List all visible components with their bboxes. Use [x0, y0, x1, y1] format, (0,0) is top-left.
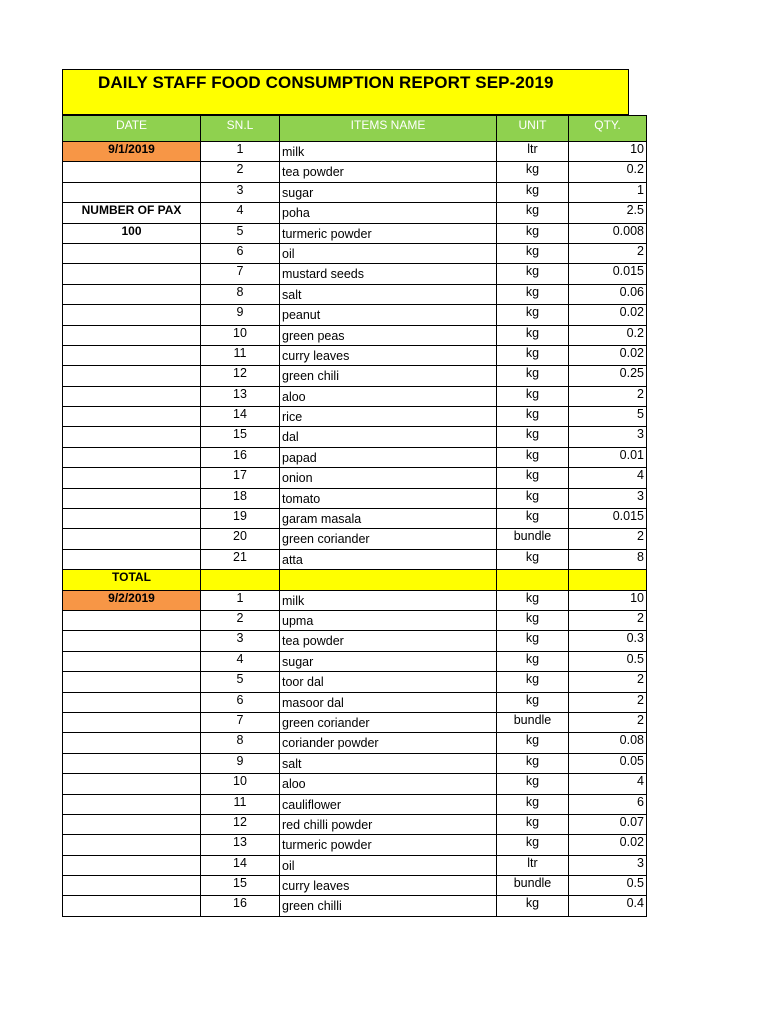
item-quantity: 0.07 [569, 814, 647, 834]
item-name: peanut [280, 305, 497, 325]
serial-number: 15 [201, 427, 280, 447]
item-name: tomato [280, 488, 497, 508]
item-unit: kg [497, 468, 569, 488]
item-quantity: 3 [569, 488, 647, 508]
pax-value: 100 [63, 223, 201, 243]
header-unit: UNIT [497, 116, 569, 142]
date-cell [63, 774, 201, 794]
serial-number: 9 [201, 305, 280, 325]
table-row [63, 407, 647, 427]
item-name: milk [280, 142, 497, 162]
item-unit: kg [497, 774, 569, 794]
item-name: turmeric powder [280, 223, 497, 243]
date-cell [63, 264, 201, 284]
date-cell [63, 366, 201, 386]
date-cell [63, 631, 201, 651]
item-name: curry leaves [280, 876, 497, 896]
serial-number: 11 [201, 345, 280, 365]
date-cell [63, 345, 201, 365]
item-name: salt [280, 284, 497, 304]
item-quantity: 0.3 [569, 631, 647, 651]
date-cell [63, 651, 201, 671]
date-cell [63, 712, 201, 732]
report-title: DAILY STAFF FOOD CONSUMPTION REPORT SEP-2019 [98, 73, 554, 92]
item-quantity: 10 [569, 590, 647, 610]
item-quantity: 0.25 [569, 366, 647, 386]
item-quantity: 2.5 [569, 203, 647, 223]
item-quantity: 2 [569, 672, 647, 692]
serial-number: 4 [201, 203, 280, 223]
date-cell [63, 876, 201, 896]
item-unit: kg [497, 284, 569, 304]
consumption-table [62, 115, 647, 917]
serial-number: 1 [201, 590, 280, 610]
serial-number: 6 [201, 243, 280, 263]
item-quantity: 0.2 [569, 162, 647, 182]
item-name: atta [280, 549, 497, 569]
table-row [63, 223, 647, 243]
item-quantity: 0.08 [569, 733, 647, 753]
item-quantity: 10 [569, 142, 647, 162]
item-name: oil [280, 855, 497, 875]
table-row [63, 590, 647, 610]
date-cell [63, 325, 201, 345]
item-name: aloo [280, 774, 497, 794]
item-unit: kg [497, 366, 569, 386]
date-cell [63, 407, 201, 427]
item-quantity: 0.015 [569, 509, 647, 529]
serial-number: 3 [201, 182, 280, 202]
item-quantity: 6 [569, 794, 647, 814]
serial-number: 3 [201, 631, 280, 651]
item-unit: bundle [497, 876, 569, 896]
item-unit: kg [497, 651, 569, 671]
serial-number: 7 [201, 712, 280, 732]
table-row [63, 203, 647, 223]
report-title-bar [62, 69, 629, 115]
item-unit: kg [497, 896, 569, 916]
serial-number: 5 [201, 672, 280, 692]
serial-number: 12 [201, 366, 280, 386]
item-quantity: 2 [569, 712, 647, 732]
date-cell [63, 182, 201, 202]
date-badge: 9/2/2019 [63, 590, 201, 610]
item-unit: kg [497, 427, 569, 447]
pax-label: NUMBER OF PAX [63, 203, 201, 223]
total-cell [497, 570, 569, 590]
item-name: green coriander [280, 529, 497, 549]
item-unit: kg [497, 243, 569, 263]
table-row [63, 468, 647, 488]
item-unit: kg [497, 264, 569, 284]
item-quantity: 8 [569, 549, 647, 569]
table-row [63, 386, 647, 406]
serial-number: 2 [201, 162, 280, 182]
date-cell [63, 468, 201, 488]
date-cell [63, 529, 201, 549]
serial-number: 2 [201, 610, 280, 630]
date-cell [63, 162, 201, 182]
item-name: rice [280, 407, 497, 427]
item-unit: kg [497, 182, 569, 202]
header-date: DATE [63, 116, 201, 142]
serial-number: 13 [201, 835, 280, 855]
item-name: tea powder [280, 631, 497, 651]
serial-number: 21 [201, 549, 280, 569]
total-cell [569, 570, 647, 590]
serial-number: 10 [201, 325, 280, 345]
table-row [63, 509, 647, 529]
table-row [63, 243, 647, 263]
serial-number: 13 [201, 386, 280, 406]
date-cell [63, 794, 201, 814]
item-name: curry leaves [280, 345, 497, 365]
serial-number: 4 [201, 651, 280, 671]
item-unit: bundle [497, 712, 569, 732]
item-name: masoor dal [280, 692, 497, 712]
table-row [63, 284, 647, 304]
serial-number: 11 [201, 794, 280, 814]
item-name: oil [280, 243, 497, 263]
item-unit: kg [497, 162, 569, 182]
table-row [63, 142, 647, 162]
date-badge: 9/1/2019 [63, 142, 201, 162]
table-row [63, 651, 647, 671]
serial-number: 9 [201, 753, 280, 773]
date-cell [63, 753, 201, 773]
item-quantity: 2 [569, 243, 647, 263]
item-name: green peas [280, 325, 497, 345]
item-unit: kg [497, 345, 569, 365]
item-name: green chili [280, 366, 497, 386]
item-quantity: 0.5 [569, 876, 647, 896]
item-quantity: 0.05 [569, 753, 647, 773]
item-unit: kg [497, 692, 569, 712]
item-quantity: 0.015 [569, 264, 647, 284]
date-cell [63, 386, 201, 406]
table-row [63, 162, 647, 182]
table-row [63, 712, 647, 732]
item-quantity: 3 [569, 427, 647, 447]
header-item: ITEMS NAME [280, 116, 497, 142]
item-quantity: 1 [569, 182, 647, 202]
serial-number: 5 [201, 223, 280, 243]
item-unit: kg [497, 549, 569, 569]
item-quantity: 4 [569, 468, 647, 488]
item-name: onion [280, 468, 497, 488]
item-unit: kg [497, 631, 569, 651]
date-cell [63, 835, 201, 855]
item-unit: kg [497, 672, 569, 692]
table-row [63, 814, 647, 834]
item-name: sugar [280, 182, 497, 202]
item-unit: ltr [497, 855, 569, 875]
table-row [63, 672, 647, 692]
item-quantity: 0.02 [569, 835, 647, 855]
item-quantity: 0.02 [569, 305, 647, 325]
table-row [63, 835, 647, 855]
item-unit: kg [497, 733, 569, 753]
table-row [63, 692, 647, 712]
item-name: mustard seeds [280, 264, 497, 284]
serial-number: 19 [201, 509, 280, 529]
item-name: green chilli [280, 896, 497, 916]
table-row [63, 529, 647, 549]
header-qty: QTY. [569, 116, 647, 142]
date-cell [63, 447, 201, 467]
date-cell [63, 610, 201, 630]
date-cell [63, 896, 201, 916]
table-row [63, 427, 647, 447]
table-row [63, 753, 647, 773]
item-unit: kg [497, 814, 569, 834]
item-unit: kg [497, 407, 569, 427]
serial-number: 14 [201, 407, 280, 427]
item-name: aloo [280, 386, 497, 406]
serial-number: 10 [201, 774, 280, 794]
table-row [63, 345, 647, 365]
item-quantity: 2 [569, 610, 647, 630]
table-row [63, 447, 647, 467]
date-cell [63, 284, 201, 304]
item-name: poha [280, 203, 497, 223]
report-sheet [62, 69, 644, 917]
table-row [63, 488, 647, 508]
item-quantity: 0.02 [569, 345, 647, 365]
item-quantity: 0.5 [569, 651, 647, 671]
item-unit: kg [497, 794, 569, 814]
serial-number: 7 [201, 264, 280, 284]
item-name: papad [280, 447, 497, 467]
item-name: red chilli powder [280, 814, 497, 834]
item-name: salt [280, 753, 497, 773]
table-row [63, 182, 647, 202]
item-quantity: 0.008 [569, 223, 647, 243]
item-unit: kg [497, 325, 569, 345]
table-row [63, 896, 647, 916]
table-row [63, 264, 647, 284]
item-quantity: 2 [569, 692, 647, 712]
item-unit: kg [497, 386, 569, 406]
serial-number: 1 [201, 142, 280, 162]
serial-number: 18 [201, 488, 280, 508]
item-unit: kg [497, 203, 569, 223]
header-sn: SN.L [201, 116, 280, 142]
item-name: garam masala [280, 509, 497, 529]
item-name: coriander powder [280, 733, 497, 753]
header-row [63, 116, 647, 142]
item-unit: kg [497, 753, 569, 773]
item-name: dal [280, 427, 497, 447]
item-unit: kg [497, 610, 569, 630]
item-unit: kg [497, 509, 569, 529]
date-cell [63, 692, 201, 712]
date-cell [63, 814, 201, 834]
serial-number: 8 [201, 733, 280, 753]
table-row [63, 774, 647, 794]
total-cell [280, 570, 497, 590]
table-row [63, 631, 647, 651]
item-name: green coriander [280, 712, 497, 732]
date-cell [63, 427, 201, 447]
serial-number: 8 [201, 284, 280, 304]
item-unit: ltr [497, 142, 569, 162]
table-row [63, 305, 647, 325]
table-row [63, 876, 647, 896]
table-row [63, 610, 647, 630]
item-name: toor dal [280, 672, 497, 692]
item-unit: kg [497, 223, 569, 243]
item-unit: kg [497, 590, 569, 610]
item-quantity: 0.01 [569, 447, 647, 467]
date-cell [63, 549, 201, 569]
date-cell [63, 672, 201, 692]
item-unit: kg [497, 305, 569, 325]
item-unit: kg [497, 488, 569, 508]
item-name: cauliflower [280, 794, 497, 814]
date-cell [63, 488, 201, 508]
item-quantity: 4 [569, 774, 647, 794]
item-quantity: 2 [569, 386, 647, 406]
serial-number: 14 [201, 855, 280, 875]
table-row [63, 549, 647, 569]
serial-number: 20 [201, 529, 280, 549]
item-quantity: 0.06 [569, 284, 647, 304]
item-quantity: 0.4 [569, 896, 647, 916]
date-cell [63, 733, 201, 753]
serial-number: 17 [201, 468, 280, 488]
item-name: milk [280, 590, 497, 610]
serial-number: 16 [201, 896, 280, 916]
date-cell [63, 243, 201, 263]
item-quantity: 2 [569, 529, 647, 549]
serial-number: 6 [201, 692, 280, 712]
item-unit: bundle [497, 529, 569, 549]
serial-number: 16 [201, 447, 280, 467]
date-cell [63, 509, 201, 529]
serial-number: 15 [201, 876, 280, 896]
item-quantity: 5 [569, 407, 647, 427]
item-name: upma [280, 610, 497, 630]
total-row [63, 570, 647, 590]
item-unit: kg [497, 447, 569, 467]
table-row [63, 366, 647, 386]
item-unit: kg [497, 835, 569, 855]
item-name: tea powder [280, 162, 497, 182]
item-quantity: 0.2 [569, 325, 647, 345]
item-quantity: 3 [569, 855, 647, 875]
date-cell [63, 855, 201, 875]
serial-number: 12 [201, 814, 280, 834]
table-row [63, 855, 647, 875]
item-name: sugar [280, 651, 497, 671]
table-row [63, 733, 647, 753]
table-row [63, 794, 647, 814]
total-cell [201, 570, 280, 590]
table-row [63, 325, 647, 345]
total-label: TOTAL [63, 570, 201, 590]
date-cell [63, 305, 201, 325]
item-name: turmeric powder [280, 835, 497, 855]
